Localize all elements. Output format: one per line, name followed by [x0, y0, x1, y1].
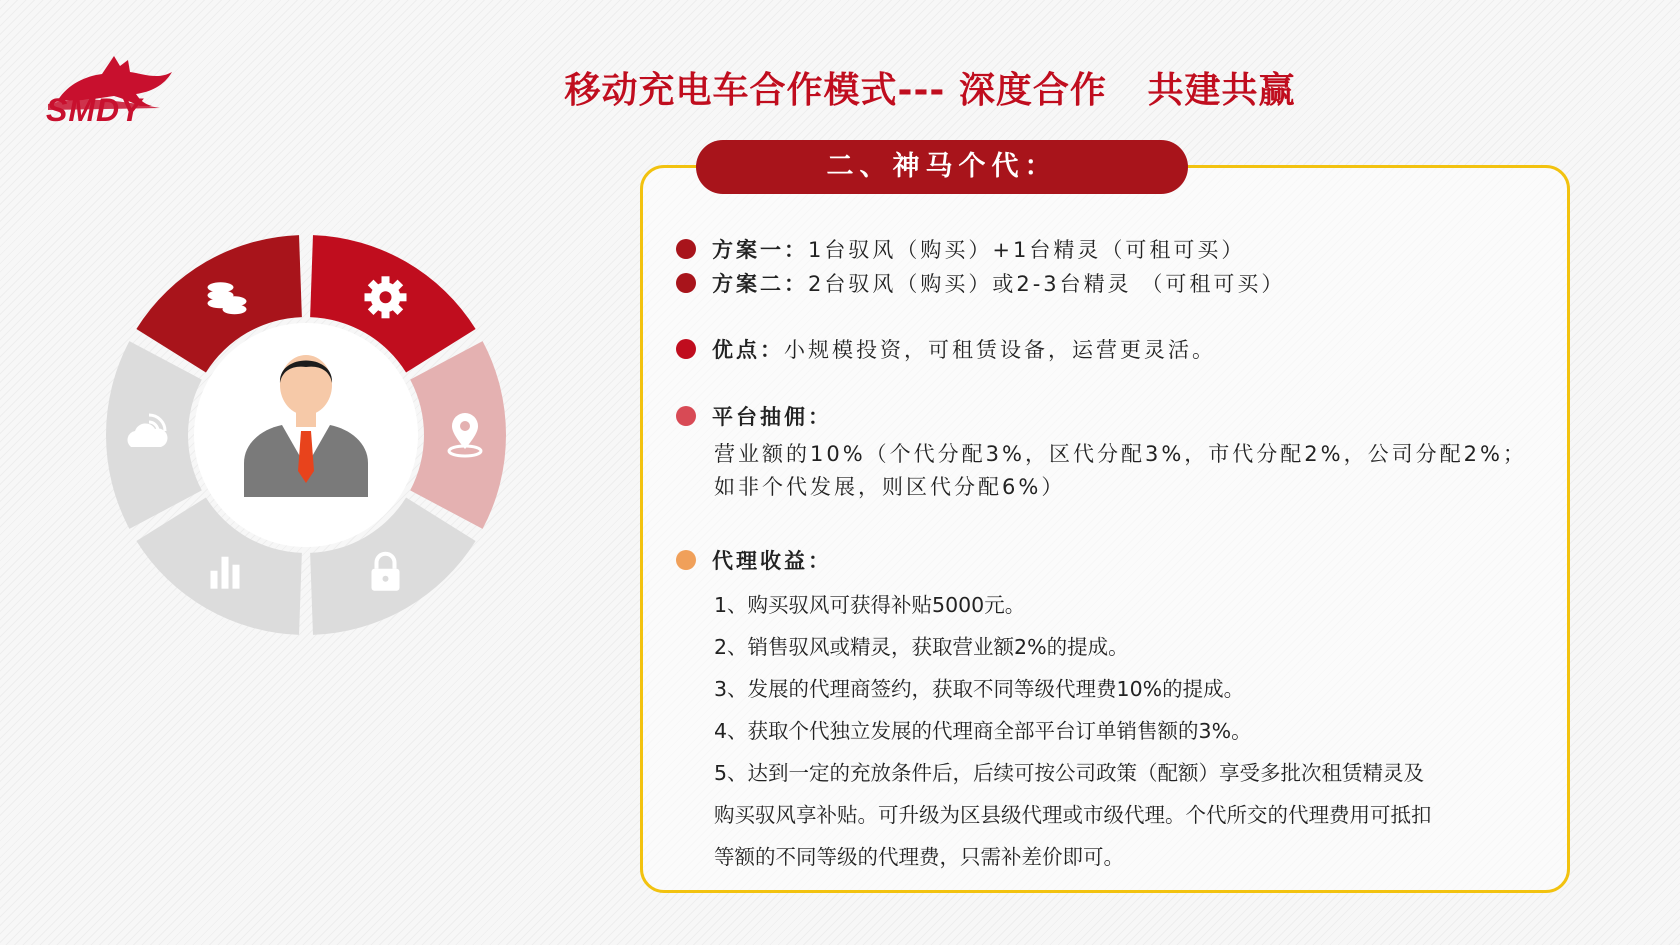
commission-label: 平台抽佣：: [712, 405, 832, 429]
gear-icon: [365, 276, 407, 318]
commission-heading: [676, 401, 832, 431]
advantages: [676, 334, 1216, 364]
plan-one-text: 1台驭风（购买）+1台精灵（可租可买）: [808, 238, 1246, 262]
advantages-text: 小规模投资，可租赁设备，运营更灵活。: [784, 338, 1216, 362]
income-item: 2、销售驭风或精灵，获取营业额2%的提成。: [714, 635, 1129, 659]
plan-one: [676, 234, 1245, 264]
segment-wheel: [96, 225, 516, 645]
commission-line-1: 营业额的10%（个代分配3%，区代分配3%，市代分配2%，公司分配2%；: [714, 442, 1527, 466]
plan-two-text: 2台驭风（购买）或2-3台精灵 （可租可买）: [808, 272, 1286, 296]
plan-two: [676, 268, 1285, 298]
agent-income-heading: [676, 545, 832, 575]
income-item: 购买驭风享补贴。可升级为区县级代理或市级代理。个代所交的代理费用可抵扣: [714, 803, 1432, 827]
income-item: 3、发展的代理商签约，获取不同等级代理费10%的提成。: [714, 677, 1245, 701]
advantages-label: 优点：: [712, 338, 784, 362]
agent-income-label: 代理收益：: [712, 549, 832, 573]
commission-line-2: 如非个代发展，则区代分配6%）: [714, 475, 1066, 499]
plan-one-label: 方案一：: [712, 238, 808, 262]
plan-two-label: 方案二：: [712, 272, 808, 296]
income-item: 5、达到一定的充放条件后，后续可按公司政策（配额）享受多批次租赁精灵及: [714, 761, 1425, 785]
panel-header: 二、神马个代：: [696, 140, 1188, 194]
income-item: 等额的不同等级的代理费，只需补差价即可。: [714, 845, 1124, 869]
income-item: 4、获取个代独立发展的代理商全部平台订单销售额的3%。: [714, 719, 1252, 743]
page-title: 移动充电车合作模式--- 深度合作 共建共赢: [564, 70, 1296, 111]
income-item: 1、购买驭风可获得补贴5000元。: [714, 593, 1026, 617]
logo-text: SMDY: [46, 92, 143, 128]
